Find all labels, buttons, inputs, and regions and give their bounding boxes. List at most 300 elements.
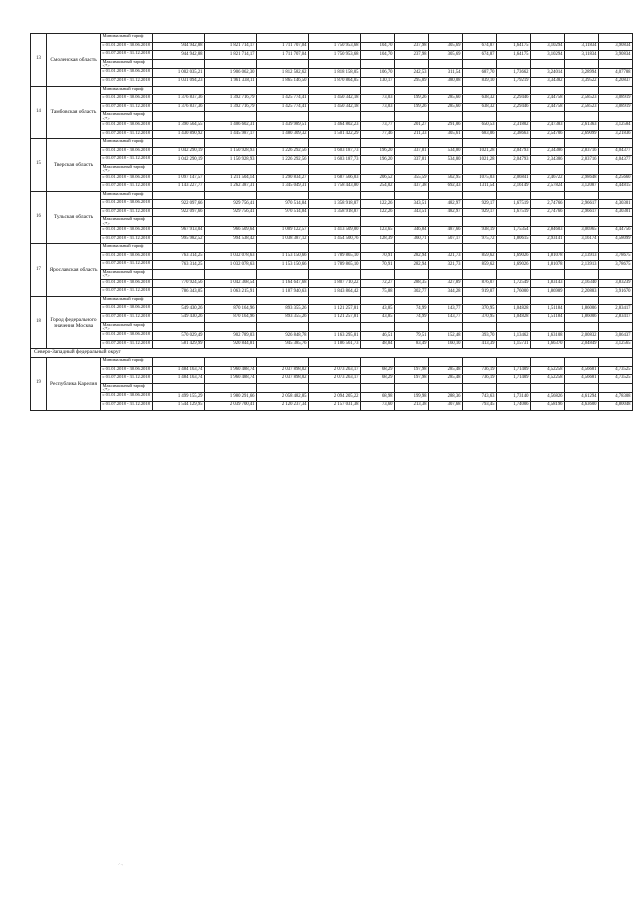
value-cell: 197,98 bbox=[395, 366, 429, 375]
value-cell: 1 150 928,93 bbox=[205, 147, 257, 156]
value-cell: 1,81078 bbox=[531, 252, 565, 261]
value-cell: 3,39522 bbox=[565, 77, 599, 86]
value-cell: 380,08 bbox=[429, 77, 463, 86]
value-cell: 1 484 163,74 bbox=[153, 375, 205, 384]
value-cell: 1 750 953,68 bbox=[309, 51, 361, 60]
value-cell: 944 942,88 bbox=[153, 42, 205, 51]
tariff-type-cell: Минимальный тариф bbox=[101, 357, 153, 366]
empty-cell bbox=[257, 139, 309, 148]
empty-cell bbox=[257, 112, 309, 122]
table-row bbox=[31, 208, 633, 217]
value-cell: 1 425 774,41 bbox=[257, 95, 309, 104]
value-cell: 2,04793 bbox=[497, 147, 531, 156]
value-cell: 1 121 257,81 bbox=[309, 314, 361, 323]
empty-cell bbox=[429, 112, 463, 122]
value-cell: 692,43 bbox=[429, 183, 463, 192]
value-cell: 1 406 602,31 bbox=[205, 121, 257, 130]
empty-cell bbox=[309, 86, 361, 95]
value-cell: 3,34382 bbox=[531, 77, 565, 86]
value-cell: 1 812 582,62 bbox=[257, 69, 309, 78]
value-cell: 1 439 989,51 bbox=[257, 121, 309, 130]
value-cell: 237,98 bbox=[395, 51, 429, 60]
value-cell: 285,48 bbox=[429, 366, 463, 375]
empty-cell bbox=[309, 139, 361, 148]
empty-cell bbox=[309, 191, 361, 200]
value-cell: 2,96617 bbox=[565, 200, 599, 209]
empty-cell bbox=[205, 217, 257, 227]
value-cell: 337,81 bbox=[395, 147, 429, 156]
value-cell: 2,58523 bbox=[565, 103, 599, 112]
empty-cell bbox=[565, 296, 599, 305]
table-row bbox=[31, 244, 633, 253]
empty-cell bbox=[361, 34, 395, 43]
value-cell: 870 164,96 bbox=[205, 305, 257, 314]
table-row bbox=[31, 191, 633, 200]
region-number: 15 bbox=[31, 139, 47, 192]
value-cell: 2 039 700,41 bbox=[205, 401, 257, 410]
value-cell: 1 211 504,14 bbox=[205, 174, 257, 183]
value-cell: 859,62 bbox=[463, 252, 497, 261]
empty-cell bbox=[429, 86, 463, 95]
value-cell: 1 226 292,56 bbox=[257, 147, 309, 156]
region-name: Город федерального значения Москва bbox=[47, 296, 101, 349]
value-cell: 75,88 bbox=[361, 288, 395, 297]
value-cell: 534,80 bbox=[429, 147, 463, 156]
value-cell: 1,71409 bbox=[497, 375, 531, 384]
value-cell: 1021,28 bbox=[463, 147, 497, 156]
empty-cell bbox=[531, 86, 565, 95]
period-cell: с 01.07.2018 - 31.12.2018 bbox=[101, 375, 153, 384]
empty-cell bbox=[153, 139, 205, 148]
table-row bbox=[31, 69, 633, 78]
value-cell: 4,58099 bbox=[599, 235, 633, 244]
empty-cell bbox=[429, 139, 463, 148]
value-cell: 83,49 bbox=[395, 340, 429, 349]
value-cell: 143,77 bbox=[429, 314, 463, 323]
value-cell: 638,32 bbox=[463, 103, 497, 112]
period-cell: с 01.01.2018 - 30.06.2018 bbox=[101, 366, 153, 375]
value-cell: 3,91670 bbox=[599, 288, 633, 297]
period-cell: с 01.01.2018 - 30.06.2018 bbox=[101, 252, 153, 261]
value-cell: 2,74766 bbox=[531, 208, 565, 217]
value-cell: 1 042 290,19 bbox=[153, 156, 205, 165]
value-cell: 302,77 bbox=[395, 288, 429, 297]
value-cell: 282,94 bbox=[395, 252, 429, 261]
value-cell: 295,89 bbox=[395, 77, 429, 86]
empty-cell bbox=[565, 191, 599, 200]
empty-cell bbox=[531, 191, 565, 200]
value-cell: 1 376 837,36 bbox=[153, 95, 205, 104]
empty-cell bbox=[429, 191, 463, 200]
value-cell: 3,90834 bbox=[599, 51, 633, 60]
value-cell: 929,17 bbox=[463, 208, 497, 217]
value-cell: 2,83716 bbox=[565, 147, 599, 156]
empty-cell bbox=[463, 357, 497, 366]
empty-cell bbox=[361, 59, 395, 69]
value-cell: 70,91 bbox=[361, 261, 395, 270]
period-cell: с 01.01.2018 - 30.06.2018 bbox=[101, 95, 153, 104]
value-cell: 48,84 bbox=[361, 340, 395, 349]
table-row bbox=[31, 296, 633, 305]
value-cell: 4,52258 bbox=[531, 375, 565, 384]
empty-cell bbox=[463, 270, 497, 280]
value-cell: 122,26 bbox=[361, 208, 395, 217]
period-cell: с 01.01.2018 - 30.06.2018 bbox=[101, 332, 153, 341]
value-cell: 2,46722 bbox=[531, 174, 565, 183]
value-cell: 893 355,26 bbox=[257, 305, 309, 314]
value-cell: 2,34386 bbox=[531, 147, 565, 156]
period-cell: с 01.07.2018 - 31.12.2018 bbox=[101, 235, 153, 244]
value-cell: 70,91 bbox=[361, 252, 395, 261]
value-cell: 321,73 bbox=[429, 261, 463, 270]
empty-cell bbox=[205, 244, 257, 253]
tariff-table bbox=[30, 33, 633, 411]
empty-cell bbox=[497, 139, 531, 148]
period-cell: с 01.01.2018 - 30.06.2018 bbox=[101, 174, 153, 183]
value-cell: 3,10294 bbox=[531, 51, 565, 60]
value-cell: 2,44758 bbox=[531, 95, 565, 104]
empty-cell bbox=[257, 244, 309, 253]
value-cell: 876,07 bbox=[463, 279, 497, 288]
empty-cell bbox=[531, 270, 565, 280]
value-cell: 482,97 bbox=[429, 200, 463, 209]
value-cell: 1 445 987,17 bbox=[205, 130, 257, 139]
value-cell: 1,67519 bbox=[497, 208, 531, 217]
empty-cell bbox=[257, 86, 309, 95]
period-cell: с 01.01.2018 - 30.06.2018 bbox=[101, 279, 153, 288]
value-cell: 1 153 150,66 bbox=[257, 261, 309, 270]
value-cell: 1,13462 bbox=[497, 332, 531, 341]
value-cell: 1,63108 bbox=[531, 332, 565, 341]
empty-cell bbox=[153, 357, 205, 366]
empty-cell bbox=[429, 296, 463, 305]
empty-cell bbox=[361, 383, 395, 393]
empty-cell bbox=[497, 34, 531, 43]
period-cell: с 01.01.2018 - 30.06.2018 bbox=[101, 121, 153, 130]
value-cell: 77,46 bbox=[361, 130, 395, 139]
value-cell: 321,73 bbox=[429, 252, 463, 261]
value-cell: 307,68 bbox=[429, 401, 463, 410]
table-row bbox=[31, 393, 633, 402]
empty-cell bbox=[463, 112, 497, 122]
table-row bbox=[31, 261, 633, 270]
value-cell: 4,56826 bbox=[531, 393, 565, 402]
empty-cell bbox=[309, 164, 361, 174]
empty-cell bbox=[599, 217, 633, 227]
table-row bbox=[31, 147, 633, 156]
empty-cell bbox=[497, 191, 531, 200]
value-cell: 1,04828 bbox=[497, 314, 531, 323]
empty-cell bbox=[463, 383, 497, 393]
table-row bbox=[31, 77, 633, 86]
value-cell: 4,30301 bbox=[599, 200, 633, 209]
empty-cell bbox=[463, 217, 497, 227]
value-cell: 1 711 707,04 bbox=[257, 42, 309, 51]
value-cell: 291,06 bbox=[429, 121, 463, 130]
value-cell: 211,33 bbox=[395, 130, 429, 139]
tariff-type-cell: Максимальный тариф <*> bbox=[101, 217, 153, 227]
value-cell: 2,61363 bbox=[565, 121, 599, 130]
value-cell: 43,85 bbox=[361, 305, 395, 314]
value-cell: 736,19 bbox=[463, 375, 497, 384]
table-row bbox=[31, 112, 633, 122]
value-cell: 73,03 bbox=[361, 103, 395, 112]
value-cell: 2,04849 bbox=[565, 340, 599, 349]
value-cell: 3,06965 bbox=[565, 227, 599, 236]
value-cell: 1 226 292,56 bbox=[257, 156, 309, 165]
scan-specks: . ' . , bbox=[118, 862, 124, 866]
period-cell: с 01.07.2018 - 31.12.2018 bbox=[101, 314, 153, 323]
value-cell: 4,80048 bbox=[599, 401, 633, 410]
value-cell: 763 314,25 bbox=[153, 252, 205, 261]
value-cell: 1,73662 bbox=[497, 69, 531, 78]
empty-cell bbox=[205, 191, 257, 200]
empty-cell bbox=[599, 164, 633, 174]
value-cell: 282,94 bbox=[395, 261, 429, 270]
value-cell: 1,83143 bbox=[531, 279, 565, 288]
region-name: Смоленская область bbox=[47, 34, 101, 87]
value-cell: 43,85 bbox=[361, 314, 395, 323]
value-cell: 1,04828 bbox=[497, 305, 531, 314]
value-cell: 4,20837 bbox=[599, 77, 633, 86]
tariff-type-cell: Максимальный тариф <*> bbox=[101, 164, 153, 174]
value-cell: 919,87 bbox=[463, 288, 497, 297]
value-cell: 674,87 bbox=[463, 42, 497, 51]
empty-cell bbox=[153, 270, 205, 280]
value-cell: 1 390 564,55 bbox=[153, 121, 205, 130]
value-cell: 344,28 bbox=[429, 288, 463, 297]
value-cell: 922 097,66 bbox=[153, 208, 205, 217]
region-number: 14 bbox=[31, 86, 47, 139]
table-row bbox=[31, 279, 633, 288]
empty-cell bbox=[153, 34, 205, 43]
empty-cell bbox=[205, 164, 257, 174]
empty-cell bbox=[565, 357, 599, 366]
value-cell: 1 843 864,42 bbox=[309, 288, 361, 297]
value-cell: 1,81078 bbox=[531, 261, 565, 270]
empty-cell bbox=[395, 296, 429, 305]
empty-cell bbox=[599, 139, 633, 148]
value-cell: 370,95 bbox=[463, 314, 497, 323]
value-cell: 2,98648 bbox=[565, 174, 599, 183]
value-cell: 196,20 bbox=[361, 147, 395, 156]
value-cell: 970 514,84 bbox=[257, 208, 309, 217]
value-cell: 1 454 500,76 bbox=[309, 235, 361, 244]
empty-cell bbox=[395, 164, 429, 174]
value-cell: 123,65 bbox=[361, 227, 395, 236]
value-cell: 763 314,25 bbox=[153, 261, 205, 270]
empty-cell bbox=[497, 86, 531, 95]
value-cell: 1 430 890,92 bbox=[153, 130, 205, 139]
value-cell: 1,15731 bbox=[497, 340, 531, 349]
value-cell: 79,51 bbox=[395, 332, 429, 341]
value-cell: 1 290 834,27 bbox=[257, 174, 309, 183]
value-cell: 995 982,52 bbox=[153, 235, 205, 244]
empty-cell bbox=[463, 59, 497, 69]
value-cell: 73,77 bbox=[361, 121, 395, 130]
value-cell: 1 358 918,87 bbox=[309, 208, 361, 217]
empty-cell bbox=[429, 217, 463, 227]
tariff-type-cell: Минимальный тариф bbox=[101, 244, 153, 253]
value-cell: 2,54706 bbox=[531, 130, 565, 139]
value-cell: 1 687 566,03 bbox=[309, 174, 361, 183]
value-cell: 1 484 163,74 bbox=[153, 366, 205, 375]
empty-cell bbox=[257, 357, 309, 366]
period-cell: с 01.07.2018 - 31.12.2018 bbox=[101, 183, 153, 192]
value-cell: 3,90834 bbox=[599, 42, 633, 51]
value-cell: 1 450 342,18 bbox=[309, 95, 361, 104]
value-cell: 2 073 263,17 bbox=[309, 375, 361, 384]
value-cell: 1 870 864,05 bbox=[309, 77, 361, 86]
value-cell: 3,11834 bbox=[565, 42, 599, 51]
value-cell: 1 413 509,00 bbox=[309, 227, 361, 236]
value-cell: 68,98 bbox=[361, 393, 395, 402]
value-cell: 106,70 bbox=[361, 69, 395, 78]
value-cell: 72,27 bbox=[361, 279, 395, 288]
empty-cell bbox=[463, 244, 497, 253]
empty-cell bbox=[257, 217, 309, 227]
period-cell: с 01.07.2018 - 31.12.2018 bbox=[101, 340, 153, 349]
table-row bbox=[31, 42, 633, 51]
value-cell: 549 430,26 bbox=[153, 305, 205, 314]
table-row bbox=[31, 270, 633, 280]
value-cell: 3,12584 bbox=[599, 121, 633, 130]
region-number: 13 bbox=[31, 34, 47, 87]
value-cell: 650,53 bbox=[463, 121, 497, 130]
value-cell: 1,69026 bbox=[497, 261, 531, 270]
empty-cell bbox=[531, 59, 565, 69]
value-cell: 1,69026 bbox=[497, 252, 531, 261]
value-cell: 944 942,88 bbox=[153, 51, 205, 60]
value-cell: 674,87 bbox=[463, 51, 497, 60]
period-cell: с 01.07.2018 - 31.12.2018 bbox=[101, 130, 153, 139]
period-cell: с 01.01.2018 - 30.06.2018 bbox=[101, 200, 153, 209]
value-cell: 1,71409 bbox=[497, 366, 531, 375]
empty-cell bbox=[599, 191, 633, 200]
empty-cell bbox=[153, 59, 205, 69]
empty-cell bbox=[205, 357, 257, 366]
empty-cell bbox=[361, 139, 395, 148]
empty-cell bbox=[395, 139, 429, 148]
value-cell: 1 789 865,10 bbox=[309, 261, 361, 270]
value-cell: 2 037 898,02 bbox=[257, 375, 309, 384]
period-cell: с 01.07.2018 - 31.12.2018 bbox=[101, 401, 153, 410]
value-cell: 2,31802 bbox=[497, 121, 531, 130]
empty-cell bbox=[395, 59, 429, 69]
value-cell: 305,61 bbox=[429, 130, 463, 139]
empty-cell bbox=[463, 86, 497, 95]
value-cell: 1 750 953,68 bbox=[309, 42, 361, 51]
value-cell: 1 818 158,05 bbox=[309, 69, 361, 78]
value-cell: 2 157 031,38 bbox=[309, 401, 361, 410]
value-cell: 1 262 387,31 bbox=[205, 183, 257, 192]
value-cell: 285,60 bbox=[429, 95, 463, 104]
region-number: 18 bbox=[31, 296, 47, 349]
region-name: Ярославская область bbox=[47, 244, 101, 297]
empty-cell bbox=[395, 383, 429, 393]
value-cell: 1 980 291,66 bbox=[205, 393, 257, 402]
tariff-type-cell: Максимальный тариф <*> bbox=[101, 270, 153, 280]
empty-cell bbox=[531, 164, 565, 174]
empty-cell bbox=[531, 244, 565, 253]
empty-cell bbox=[497, 59, 531, 69]
region-name: Республика Карелия bbox=[47, 357, 101, 410]
empty-cell bbox=[361, 217, 395, 227]
value-cell: 1 544 129,95 bbox=[153, 401, 205, 410]
value-cell: 130,17 bbox=[361, 77, 395, 86]
value-cell: 922 097,66 bbox=[153, 200, 205, 209]
value-cell: 1 865 146,50 bbox=[257, 77, 309, 86]
value-cell: 196,20 bbox=[361, 156, 395, 165]
value-cell: 4,63600 bbox=[565, 401, 599, 410]
value-cell: 3,21836 bbox=[599, 130, 633, 139]
value-cell: 437,38 bbox=[395, 183, 429, 192]
empty-cell bbox=[395, 322, 429, 332]
empty-cell bbox=[599, 270, 633, 280]
value-cell: 970 514,84 bbox=[257, 200, 309, 209]
value-cell: 1,80615 bbox=[497, 235, 531, 244]
tariff-type-cell: Минимальный тариф bbox=[101, 34, 153, 43]
empty-cell bbox=[565, 59, 599, 69]
empty-cell bbox=[395, 270, 429, 280]
table-row bbox=[31, 86, 633, 95]
table-row bbox=[31, 121, 633, 130]
empty-cell bbox=[257, 164, 309, 174]
value-cell: 966 509,64 bbox=[205, 227, 257, 236]
value-cell: 3,08919 bbox=[599, 103, 633, 112]
value-cell: 254,02 bbox=[361, 183, 395, 192]
empty-cell bbox=[205, 34, 257, 43]
value-cell: 1 499 155,29 bbox=[153, 393, 205, 402]
empty-cell bbox=[309, 217, 361, 227]
empty-cell bbox=[497, 270, 531, 280]
value-cell: 3,24014 bbox=[531, 69, 565, 78]
empty-cell bbox=[361, 270, 395, 280]
value-cell: 786 343,05 bbox=[153, 288, 205, 297]
table-row bbox=[31, 357, 633, 366]
value-cell: 1 032 078,63 bbox=[205, 261, 257, 270]
value-cell: 1 097 147,57 bbox=[153, 174, 205, 183]
value-cell: 4,30301 bbox=[599, 208, 633, 217]
value-cell: 1 603 187,73 bbox=[309, 156, 361, 165]
empty-cell bbox=[565, 112, 599, 122]
period-cell: с 01.07.2018 - 31.12.2018 bbox=[101, 208, 153, 217]
empty-cell bbox=[497, 217, 531, 227]
period-cell: с 01.07.2018 - 31.12.2018 bbox=[101, 77, 153, 86]
value-cell: 2,20883 bbox=[565, 288, 599, 297]
empty-cell bbox=[497, 244, 531, 253]
region-number: 19 bbox=[31, 357, 47, 410]
value-cell: 74,99 bbox=[395, 305, 429, 314]
value-cell: 1 164 647,68 bbox=[257, 279, 309, 288]
value-cell: 1 450 342,18 bbox=[309, 103, 361, 112]
table-row bbox=[31, 164, 633, 174]
value-cell: 288,36 bbox=[429, 393, 463, 402]
table-row bbox=[31, 235, 633, 244]
value-cell: 346,84 bbox=[395, 227, 429, 236]
empty-cell bbox=[497, 112, 531, 122]
value-cell: 2,58523 bbox=[565, 95, 599, 104]
table-row bbox=[31, 34, 633, 43]
empty-cell bbox=[463, 164, 497, 174]
value-cell: 1 031 094,23 bbox=[153, 77, 205, 86]
value-cell: 4,25660 bbox=[599, 174, 633, 183]
value-cell: 393,70 bbox=[463, 332, 497, 341]
empty-cell bbox=[599, 112, 633, 122]
empty-cell bbox=[309, 244, 361, 253]
value-cell: 199,98 bbox=[395, 393, 429, 402]
period-cell: с 01.01.2018 - 30.06.2018 bbox=[101, 147, 153, 156]
